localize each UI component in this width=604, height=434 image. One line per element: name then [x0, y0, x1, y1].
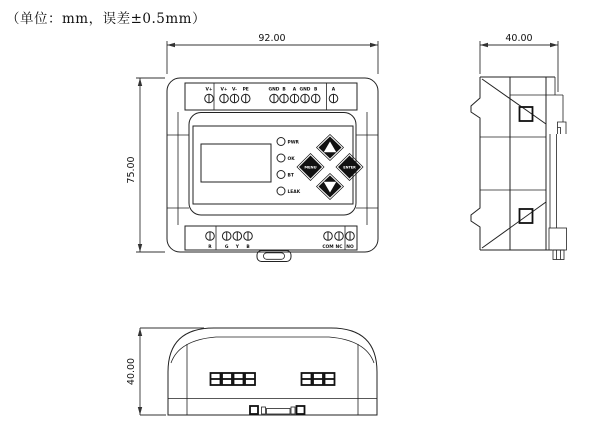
slider-bar-right	[291, 407, 295, 414]
body-outline	[168, 328, 377, 415]
led-label: PWR	[287, 140, 299, 146]
bottom-terminal-block	[185, 226, 357, 250]
arrowhead-down-icon	[138, 407, 142, 415]
arrowhead-up-icon	[138, 328, 142, 336]
internal-horizontal-lines	[480, 95, 563, 190]
terminal-slots-left	[211, 373, 256, 385]
terminal-label: GND	[268, 87, 280, 93]
terminal-label: R	[208, 245, 212, 250]
led-label: BT	[287, 173, 294, 179]
slider-bar-left	[262, 407, 266, 414]
slider-body	[267, 409, 291, 415]
depth-dimension-label: 40.00	[505, 33, 533, 44]
terminal-label: B	[282, 87, 286, 93]
led-label: OK	[287, 156, 295, 162]
body-outline-lines	[480, 77, 555, 250]
seam-lines	[168, 344, 377, 415]
bottom-body	[168, 328, 377, 415]
leak-led-icon	[277, 187, 285, 195]
side-view	[471, 33, 567, 260]
rail-clip-foot-lines	[557, 250, 561, 260]
din-rail-mount	[549, 77, 567, 260]
height-dimension-label: 40.00	[126, 357, 137, 386]
ok-led-icon	[277, 154, 285, 162]
bottom-height-dimension	[126, 328, 204, 415]
panel-outline	[189, 113, 356, 216]
terminal-screws	[206, 232, 355, 241]
lcd-screen	[201, 144, 271, 182]
terminal-label: NO	[346, 245, 354, 250]
terminal-label: PE	[242, 87, 249, 93]
terminal-label: B	[246, 245, 250, 250]
diagonal-lines	[482, 79, 546, 248]
menu-button-label: MENU	[304, 165, 317, 170]
unit-tolerance-note: （单位：mm，误差±0.5mm）	[6, 11, 206, 27]
front-height-dimension	[126, 78, 165, 252]
height-dimension-label: 75.00	[126, 156, 137, 184]
terminal-screws	[205, 94, 338, 103]
slider-end-left	[250, 406, 258, 414]
front-face-notched-edge	[471, 77, 480, 250]
led-label: LEAK	[287, 189, 301, 195]
terminal-label: NC	[335, 245, 343, 250]
terminal-label: B	[314, 87, 318, 93]
terminal-label: G	[224, 245, 229, 250]
pwr-led-icon	[277, 138, 285, 146]
front-view	[126, 33, 378, 262]
side-profile	[471, 77, 567, 260]
terminal-label: V+	[205, 87, 213, 93]
width-dimension-label: 92.00	[258, 33, 286, 44]
terminal-label: A	[292, 87, 297, 93]
din-slider	[250, 406, 305, 414]
arrowhead-left-icon	[167, 43, 175, 47]
enter-button-label: ENTER	[343, 165, 356, 170]
arrowhead-up-icon	[138, 78, 142, 86]
bt-led-icon	[277, 171, 285, 179]
rail-hook-top	[558, 122, 567, 134]
rail-clip-foot	[553, 250, 564, 260]
terminal-label: GND	[299, 87, 311, 93]
terminal-label: V-	[232, 87, 237, 93]
slider-end-right	[297, 406, 305, 414]
screw-hole-top	[520, 107, 533, 121]
arrowhead-left-icon	[480, 43, 488, 47]
arrowhead-right-icon	[550, 43, 558, 47]
top-terminal-block	[185, 83, 357, 110]
terminal-label: V+	[220, 87, 228, 93]
cover-seam-arc	[171, 337, 374, 363]
bottom-view	[126, 328, 377, 415]
led-indicators	[277, 138, 301, 196]
terminal-slots-right	[302, 373, 335, 385]
din-clip-inner	[264, 253, 285, 259]
control-panel	[189, 113, 363, 216]
rail-clip-body	[549, 228, 567, 250]
rail-plate	[550, 134, 557, 228]
front-width-dimension	[167, 33, 378, 74]
terminal-label: COM	[322, 245, 334, 250]
arrowhead-down-icon	[138, 244, 142, 252]
terminal-label: A	[331, 87, 336, 93]
rail-back-lines	[555, 77, 563, 122]
extension-lines	[167, 41, 378, 74]
arrowhead-right-icon	[370, 43, 378, 47]
terminal-label: Y	[235, 245, 239, 250]
